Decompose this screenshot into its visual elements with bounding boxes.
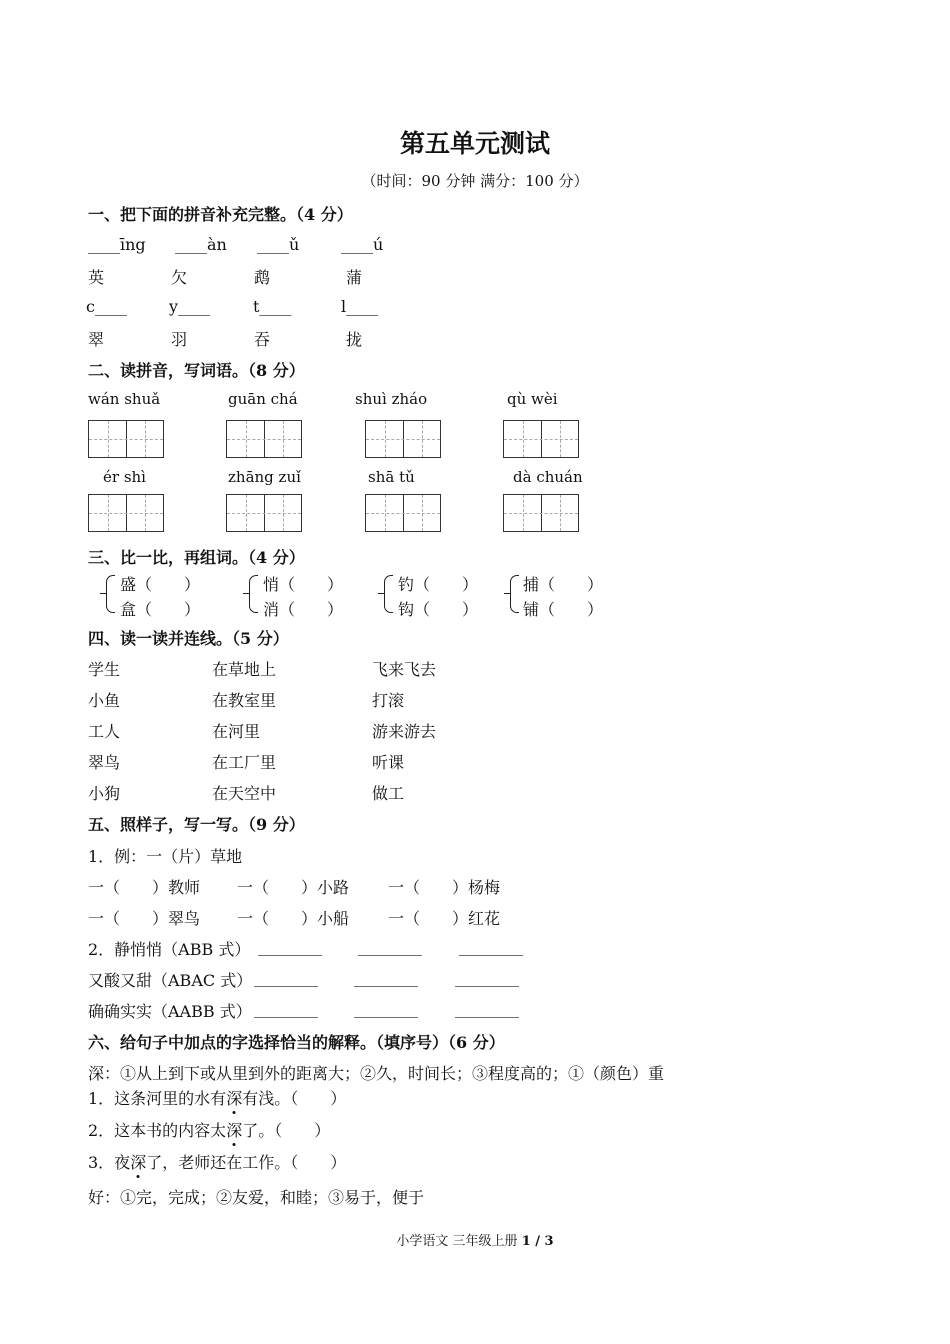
- answer-blank[interactable]: ________: [354, 999, 418, 1018]
- section-5-heading: 五、照样子，写一写。（9 分）: [88, 815, 305, 834]
- page-footer: 小学语文 三年级上册 1 / 3: [396, 1234, 554, 1249]
- writing-grid[interactable]: [365, 494, 441, 532]
- measure-word-item: 一（ ）杨梅: [388, 878, 501, 897]
- definition-shen: 深：①从上到下或从里到外的距离大；②久，时间长；③程度高的；①（颜色）重: [88, 1064, 665, 1083]
- writing-grid[interactable]: [226, 494, 302, 532]
- character: 欠: [171, 268, 188, 287]
- pinyin-prompt: guān chá: [228, 390, 298, 408]
- question-3: 3．夜深了，老师还在工作。（ ）: [88, 1150, 346, 1173]
- pinyin-blank: ____ú: [341, 235, 384, 254]
- section-4-heading: 四、读一读并连线。（5 分）: [88, 629, 289, 648]
- compare-word: 盒（ ）: [120, 600, 201, 619]
- character: 拢: [346, 330, 363, 349]
- brace-icon: [384, 575, 393, 613]
- answer-blank[interactable]: ________: [358, 937, 422, 956]
- section-2-heading: 二、读拼音，写词语。（8 分）: [88, 361, 305, 380]
- pattern-aabb: 确确实实（AABB 式）: [88, 1002, 252, 1021]
- dotted-character: 深: [130, 1150, 146, 1173]
- brace-icon: [106, 575, 115, 613]
- match-subject: 翠鸟: [88, 753, 121, 772]
- measure-word-item: 一（ ）红花: [388, 909, 501, 928]
- writing-grid[interactable]: [226, 420, 302, 458]
- pinyin-blank: ____īng: [88, 235, 146, 254]
- writing-grid[interactable]: [503, 420, 579, 458]
- pattern-abb: 2．静悄悄（ABB 式）: [88, 940, 251, 959]
- answer-blank[interactable]: ________: [455, 968, 519, 987]
- brace-icon: [510, 575, 519, 613]
- writing-grid[interactable]: [88, 420, 164, 458]
- character: 翠: [88, 330, 105, 349]
- question-1: 1．这条河里的水有深有浅。（ ）: [88, 1086, 346, 1109]
- match-subject: 学生: [88, 660, 121, 679]
- pinyin-prompt: wán shuǎ: [88, 390, 161, 408]
- answer-blank[interactable]: ________: [455, 999, 519, 1018]
- match-place: 在河里: [212, 722, 261, 741]
- character: 羽: [171, 330, 188, 349]
- compare-word: 盛（ ）: [120, 575, 201, 594]
- measure-word-item: 一（ ）小船: [237, 909, 350, 928]
- section-1-heading: 一、把下面的拼音补充完整。（4 分）: [88, 205, 353, 224]
- character: 蒲: [346, 268, 363, 287]
- compare-word: 捕（ ）: [523, 575, 604, 594]
- measure-word-item: 一（ ）教师: [88, 878, 201, 897]
- answer-blank[interactable]: ________: [354, 968, 418, 987]
- pinyin-prompt: dà chuán: [513, 468, 583, 486]
- answer-blank[interactable]: ________: [459, 937, 523, 956]
- measure-word-item: 一（ ）小路: [237, 878, 350, 897]
- pinyin-prompt: shuì zháo: [355, 390, 428, 408]
- page-number: 1 / 3: [521, 1234, 554, 1249]
- match-place: 在草地上: [212, 660, 277, 679]
- match-place: 在天空中: [212, 784, 277, 803]
- match-subject: 小鱼: [88, 691, 121, 710]
- compare-word: 铺（ ）: [523, 600, 604, 619]
- match-place: 在工厂里: [212, 753, 277, 772]
- match-subject: 工人: [88, 722, 121, 741]
- character: 鹉: [254, 268, 271, 287]
- section-6-heading: 六、给句子中加点的字选择恰当的解释。（填序号）（6 分）: [88, 1033, 505, 1052]
- page-title: 第五单元测试: [399, 129, 550, 158]
- pinyin-blank: l____: [341, 297, 379, 316]
- page-subtitle: （时间：90 分钟 满分：100 分）: [361, 172, 589, 190]
- compare-word: 钓（ ）: [398, 575, 479, 594]
- compare-word: 消（ ）: [263, 600, 344, 619]
- match-subject: 小狗: [88, 784, 121, 803]
- section-3-heading: 三、比一比，再组词。（4 分）: [88, 548, 305, 567]
- compare-word: 钩（ ）: [398, 600, 479, 619]
- pinyin-blank: t____: [253, 297, 292, 316]
- pinyin-blank: c____: [86, 297, 127, 316]
- example-line: 1．例：一（片）草地: [88, 847, 243, 866]
- character: 英: [88, 268, 105, 287]
- character: 吞: [254, 330, 271, 349]
- brace-icon: [249, 575, 258, 613]
- answer-blank[interactable]: ________: [254, 968, 318, 987]
- pattern-abac: 又酸又甜（ABAC 式）: [88, 971, 253, 990]
- writing-grid[interactable]: [365, 420, 441, 458]
- match-action: 做工: [372, 784, 405, 803]
- dotted-character: 深: [226, 1086, 242, 1109]
- measure-word-item: 一（ ）翠鸟: [88, 909, 201, 928]
- compare-word: 悄（ ）: [263, 575, 344, 594]
- match-action: 打滚: [372, 691, 405, 710]
- match-action: 听课: [372, 753, 405, 772]
- pinyin-prompt: shā tǔ: [368, 468, 415, 486]
- pinyin-blank: ____ǔ: [257, 235, 300, 254]
- pinyin-blank: ____àn: [175, 235, 227, 254]
- match-place: 在教室里: [212, 691, 277, 710]
- dotted-character: 深: [226, 1118, 242, 1141]
- pinyin-prompt: qù wèi: [507, 390, 558, 408]
- pinyin-prompt: zhāng zuǐ: [228, 468, 301, 486]
- match-action: 游来游去: [372, 722, 437, 741]
- pinyin-prompt: ér shì: [103, 468, 146, 486]
- question-2: 2．这本书的内容太深了。（ ）: [88, 1118, 330, 1141]
- answer-blank[interactable]: ________: [254, 999, 318, 1018]
- writing-grid[interactable]: [503, 494, 579, 532]
- match-action: 飞来飞去: [372, 660, 437, 679]
- definition-hao: 好：①完，完成；②友爱，和睦；③易于，便于: [88, 1188, 425, 1207]
- answer-blank[interactable]: ________: [258, 937, 322, 956]
- pinyin-blank: y____: [169, 297, 211, 316]
- writing-grid[interactable]: [88, 494, 164, 532]
